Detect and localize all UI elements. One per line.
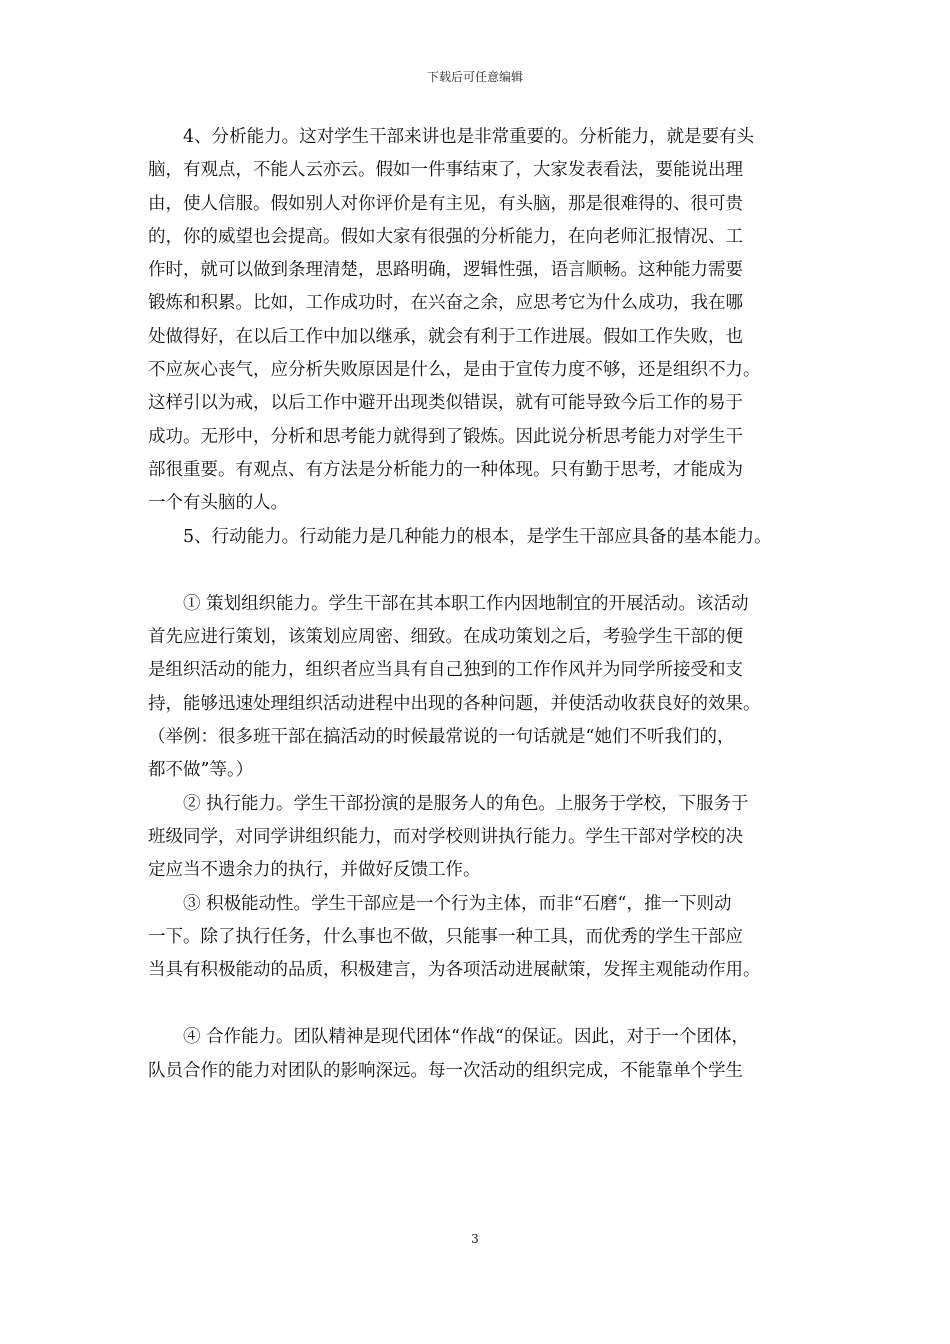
text-line: 一个有头脑的人。 — [148, 493, 288, 514]
paragraph-gap — [148, 554, 824, 588]
text-line: 处做得好，在以后工作中加以继承，就会有利于工作进展。假如工作失败，也 — [148, 326, 743, 347]
text-line: ② 执行能力。学生干部扮演的是服务人的角色。上服务于学校，下服务于 — [183, 793, 749, 814]
document-body — [148, 121, 824, 1088]
text-line: 首先应进行策划，该策划应周密、细致。在成功策划之后，考验学生干部的便 — [148, 627, 743, 648]
text-line: ③ 积极能动性。学生干部应是一个行为主体，而非“石磨“，推一下则动 — [183, 893, 732, 914]
text-line: 部很重要。有观点、有方法是分析能力的一种体现。只有勤于思考，才能成为 — [148, 459, 743, 480]
text-line: 定应当不遗余力的执行，并做好反馈工作。 — [148, 860, 481, 881]
paragraph-gap — [148, 987, 824, 1021]
text-line: 一下。除了执行任务，什么事也不做，只能事一种工具，而优秀的学生干部应 — [148, 926, 743, 947]
text-line: 成功。无形中，分析和思考能力就得到了锻炼。因此说分析思考能力对学生干 — [148, 426, 743, 447]
text-line: 脑，有观点，不能人云亦云。假如一件事结束了，大家发表看法，要能说出理 — [148, 160, 743, 181]
text-line: 都不做”等。） — [148, 760, 254, 781]
page-number: 3 — [471, 1232, 479, 1246]
text-line: 这样引以为戒，以后工作中避开出现类似错误，就有可能导致今后工作的易于 — [148, 393, 743, 414]
text-line: 由，使人信服。假如别人对你评价是有主见，有头脑，那是很难得的、很可贵 — [148, 193, 743, 214]
text-line: （举例：很多班干部在搞活动的时候最常说的一句话就是“她们不听我们的， — [148, 727, 735, 748]
text-line: ① 策划组织能力。学生干部在其本职工作内因地制宜的开展活动。该活动 — [183, 593, 749, 614]
text-line: 5、行动能力。行动能力是几种能力的根本，是学生干部应具备的基本能力。 — [183, 526, 772, 547]
text-line: 作时，就可以做到条理清楚，思路明确，逻辑性强，语言顺畅。这种能力需要 — [148, 260, 743, 281]
text-line: 不应灰心丧气，应分析失败原因是什么，是由于宣传力度不够，还是组织不力。 — [148, 360, 761, 381]
text-line: 当具有积极能动的品质，积极建言，为各项活动进展献策，发挥主观能动作用。 — [148, 960, 761, 981]
text-line: 锻炼和积累。比如，工作成功时，在兴奋之余，应思考它为什么成功，我在哪 — [148, 293, 743, 314]
text-line: 的，你的威望也会提高。假如大家有很强的分析能力，在向老师汇报情况、工 — [148, 226, 743, 247]
text-line: 持，能够迅速处理组织活动进程中出现的各种问题，并使活动收获良好的效果。 — [148, 693, 761, 714]
page-header: 下载后可任意编辑 — [426, 70, 523, 84]
text-line: 4、分析能力。这对学生干部来讲也是非常重要的。分析能力，就是要有头 — [183, 127, 755, 147]
text-line: 队员合作的能力对团队的影响深远。每一次活动的组织完成，不能靠单个学生 — [148, 1060, 743, 1081]
text-line: ④ 合作能力。团队精神是现代团体“作战“的保证。因此，对于一个团体， — [183, 1027, 749, 1048]
text-line: 是组织活动的能力，组织者应当具有自己独到的工作作风并为同学所接受和支 — [148, 660, 743, 681]
text-line: 班级同学，对同学讲组织能力，而对学校则讲执行能力。学生干部对学校的决 — [148, 826, 743, 847]
